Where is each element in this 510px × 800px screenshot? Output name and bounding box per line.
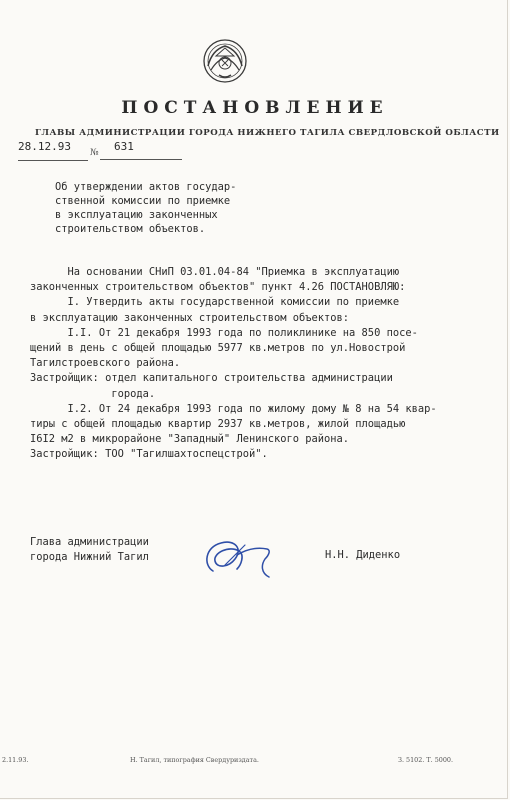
body-line: в эксплуатацию законченных строительством объектов: <box>30 311 350 324</box>
document-date: 28.12.93 <box>18 140 88 161</box>
body-line: города. <box>30 387 156 400</box>
body-line: I.2. От 24 декабря 1993 года по жилому дому № 8 на 54 квар- <box>30 402 437 415</box>
issuing-authority: ГЛАВЫ АДМИНИСТРАЦИИ ГОРОДА НИЖНЕГО ТАГИЛА СВЕРДЛОВСКОЙ ОБЛАСТИ <box>35 128 500 138</box>
document-body <box>30 265 505 463</box>
signatory-position: Глава администрации города Нижний Тагил <box>30 536 149 563</box>
body-line: щений в день с общей площадью 5977 кв.метров по ул.Новострой <box>30 342 406 355</box>
document-number: 631 <box>100 140 182 160</box>
footer-order: З. 5102. Т. 5000. <box>398 756 453 764</box>
body-line: I.I. От 21 декабря 1993 года по поликлинике на 850 посе- <box>30 326 418 339</box>
handwritten-signature <box>195 525 285 585</box>
footer-print-date: 2.11.93. <box>2 756 29 764</box>
footer-printer: Н. Тагил, типография Свердуриздата. <box>130 756 259 764</box>
state-emblem-icon <box>202 38 248 84</box>
body-line: Застройщик: ТОО "Тагилшахтоспецстрой". <box>30 448 268 461</box>
signatory-name: Н.Н. Диденко <box>325 549 401 561</box>
document-title: ПОСТАНОВЛЕНИЕ <box>121 98 389 118</box>
body-line: законченных строительством объектов" пункт 4.26 ПОСТАНОВЛЯЮ: <box>30 281 406 294</box>
body-line: На основании СНиП 03.01.04-84 "Приемка в эксплуатацию <box>30 266 400 278</box>
body-line: тиры с общей площадью квартир 2937 кв.метров, жилой площадью <box>30 418 406 431</box>
document-subject: Об утверждении актов государ- ственной комиссии по приемке в эксплуатацию законченных строительством объектов. <box>55 181 237 235</box>
body-line: I6I2 м2 в микрорайоне "Западный" Ленинского района. <box>30 433 350 446</box>
body-line: Тагилстроевского района. <box>30 357 181 370</box>
number-label: № <box>90 148 99 158</box>
body-line: Застройщик: отдел капитального строительства администрации <box>30 372 393 385</box>
body-line: I. Утвердить акты государственной комиссии по приемке <box>30 296 400 309</box>
